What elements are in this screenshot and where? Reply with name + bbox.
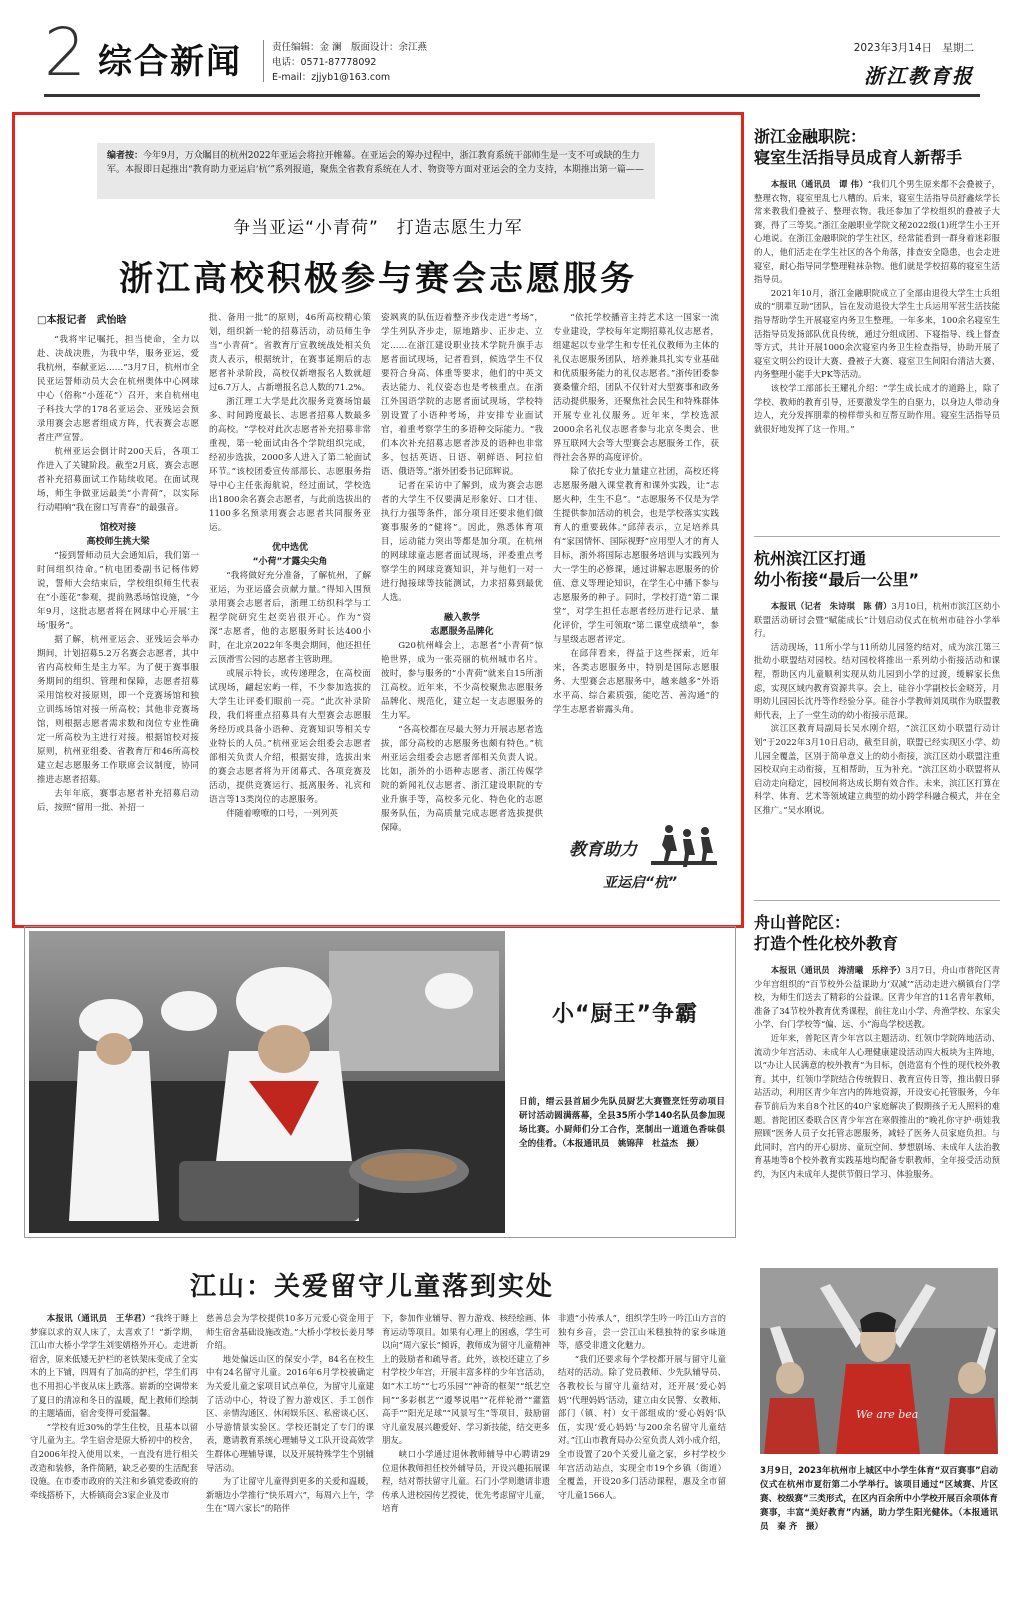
paragraph: 批、备用一批”的原则，46所高校精心策划，组织新一轮的招募活动，动员师生争当“小青荷”。省教育厅宣教统战处相关负责人表示，根据统计，在赛事延期后的志愿者补录阶段，高校仅新增报名人数就超过6.7万人，占新增报名总人数的71.2%。 — [209, 313, 371, 393]
feature-byline: □本报记者 武怡晗 — [37, 315, 127, 326]
paragraph: “我们几个男生原来都不会叠被子，整理衣物，寝室里乱七八糟的。后来，寝室生活指导员舒鑫炫学长常来教我们叠被子、整理衣物。我还参加了学校组织的叠被子大赛，得了三等奖。”浙江金融职业学院文秘2022级(1)班学生小王开心地说。在浙江金融职院的学生社区，经常能看到一群身着迷彩服的人，他们活走在学生社区的各个角落，排查安全隐患，也会走进寝室，耐心指导同学整理鞋袜杂物。他们就是学校招募的寝室生活指导员。 — [754, 179, 1001, 285]
feature-article — [12, 112, 744, 928]
sidebar-1-body — [754, 178, 1000, 436]
logo-text-2: 亚运启“杭” — [603, 875, 678, 891]
feature-column-4 — [553, 311, 719, 793]
sidebar-divider — [754, 536, 1000, 537]
paragraph: “依托学校播音主持艺术这一国家一流专业建设，学校每年定期招募礼仪志愿者，组建起以专业学生和专任礼仪教师为主体的礼仪志愿服务团队，培养兼具扎实专业基础和优质服务能力的礼仪志愿者。”浙传团委参赛桑懂介绍，团队不仅针对大型赛事和政务活动提供服务，还聚焦社会民生和特殊群体开展专业礼仪服务。近年来，学校选派2000余名礼仪志愿者参与北京冬奥会、世界互联网大会等大型赛会志愿服务工作，获得社会各界的高度评价。 — [553, 313, 719, 463]
cooking-photo — [29, 931, 505, 1233]
banner-text: We are bea — [856, 1408, 919, 1421]
editor-note-text: 今年9月，万众瞩目的杭州2022年亚运会将拉开帷幕。在亚运会的筹办过程中，浙江教育系统干部师生是一支不可或缺的生力军。本报即日起推出“教育助力亚运启‘杭’”系列报道，聚焦全省教育系统在人才、物资等方面对亚运会的全力支持，本期推出第一篇—— — [107, 151, 644, 175]
feature-column-2 — [209, 311, 371, 917]
paragraph: 下，参加作业辅导、智力游戏、核经绘画、体育运动等项目。如果有心理上的困惑，学生可以向“周六家长”倾诉，教师成为留守儿童精神上的鼓励者和疏导者。此外，该校还建立了乡村学校少年宫，开展丰富多样的少年宫活动，如“木工坊”“七巧乐园”“神奇的框架”“纸艺空间”“多彩棋艺”“遵琴说唱”“花样轮滑”“灌篮高手”“阳光足球”“风景写生”等项目，鼓励留守儿童发展兴趣爱好、学习新技能，结交更多朋友。 — [382, 1313, 550, 1446]
paragraph: 慈善总会为学校提供10多万元爱心资金用于师生宿舍基础设施改造。”大桥小学校长姜月琴介绍。 — [206, 1313, 374, 1351]
header-credits — [272, 40, 427, 85]
subheading: 馆校对接 高校师生挑大梁 — [86, 523, 150, 547]
subheading: 融入教学 志愿服务品牌化 — [430, 613, 494, 637]
designer-credit: 版面设计：余江燕 — [351, 42, 428, 53]
paragraph: “接到誓师动员大会通知后，我们第一时间组织待命。”杭电团委副书记杨伟婷说，誓师大会结束后，学校组织师生代表在“小莲花”参观，提前熟悉场馆设施，“今年9月，这批志愿者将在网球中心开展‘主场’服务”。 — [37, 551, 199, 631]
subheading: 优中选优 “小荷”才露尖尖角 — [252, 543, 328, 567]
page-number: 2 — [44, 14, 86, 91]
photo-story-caption: 日前，缙云县首届少先队员厨艺大赛暨烹饪劳动项目研讨活动圆满落幕，全县35所小学140名队员参加现场比赛。小厨师们分工合作，烹制出一道道色香味俱全的佳肴。（本报通讯员 姚锦萍 杜益杰 摄） — [519, 1097, 725, 1149]
sidebar-2-title: 杭州滨江区打通 幼小衔接“最后一公里” — [754, 549, 920, 589]
paragraph: G20杭州峰会上，志愿者“小青荷”惊艳世界，成为一张亮丽的杭州城市名片。彼时，参与服务的“小青荷”就来自15所浙江高校。近年来，不少高校聚焦志愿服务品牌化、规范化，建立起一支志愿服务的生力军。 — [381, 641, 543, 721]
sidebar-article-1 — [754, 126, 1000, 436]
paragraph: 2021年10月，浙江金融职院成立了全部由退役大学生士兵组成的“朋辈互助”团队，旨在发动退役大学生士兵运用军营生活技能指导帮助学生开展寝室内务卫生整理。一年多来，100余名寝室生活指导员发扬部队优良传统，通过分组成团、下寝指导、线上督查等方式，共计开展1000余次寝室内务卫生检查指导，协助开展了寝室文明公约设计大赛、叠被子大赛、寝室卫生间阳台清洁大赛、内务整理小能手大PK等活动。 — [754, 287, 1000, 380]
paragraph: 滨江区教育局副局长吴水刚介绍，“滨江区幼小联盟行动计划”于2022年3月10日启动，截至目前，联盟已经实现区小学、幼儿园全覆盖，区別于简单意义上的幼小衔接，滨江区幼小联盟注重园校双向主动衔接，互相帮助，互为补充。“滨江区幼小联盟将从启动走向稳定，园校间将达成长期有效合作。未来，滨江区打算在科学、体育、艺术等领域建立典型的幼小跨学科融合模式，并在全区推广。”吴水刚说。 — [754, 723, 1000, 815]
bottom-column-1 — [30, 1312, 198, 1602]
bottom-lead: 本报讯（通讯员 王华君） — [46, 1313, 151, 1323]
logo-text-1: 教育助力 — [569, 840, 637, 860]
paragraph: 据了解，杭州亚运会、亚残运会举办期间，计划招募5.2万名赛会志愿者，其中省内高校师生是主力军。为了便于赛事服务期间的组织、管理和保障，志愿者招募采用馆校对接原则，即一个竞赛场馆和独立训练场馆对接一所高校；其他非竞赛场馆，则根据志愿者需求数和岗位专业性确定一所高校为主进行对接。根据馆校对接原则，杭州亚组委、省教育厅和46所高校建立起志愿服务工作联席会议制度，协同推进志愿者招募。 — [37, 635, 199, 785]
paragraph: 浙江理工大学是此次服务竞赛场馆最多、时间跨度最长、志愿者招募人数最多的高校。“学校对此次志愿者补充招募非常重视，第一轮面试由各个学院组织完成，经初步选拔，2000多人进入了第二轮面试环节。”该校团委宣传部部长、志愿服务指导中心主任张海航说，经过面试，学校选出1800余名赛会志愿者，与此前选拔出的1100多名预录用赛会志愿者共同服务亚运。 — [209, 397, 371, 533]
paragraph: 姿飒爽的队伍迈着整齐步伐走进“考场”，学生列队齐步走，原地踏步、正步走、立定……在浙江建设职业技术学院升旗手志愿者面试现场，记者看到，候选学生不仅要符合身高、体重等要求，他们的中英文表达能力、礼仪姿态也是考核重点。在浙江外国语学院的志愿者面试现场，学校特别设置了小语种考场，并安排专业面试官，着重考察学生的多语种交际能力。“我们本次补充招募志愿者涉及的语种也非常多，包括英语、日语、朝鲜语、阿拉伯语、俄语等。”浙外团委书记邱辉说。 — [381, 313, 543, 477]
editor-note-label: 编者按： — [107, 151, 144, 161]
bottom-article-title: 江山：关爱留守儿童落到实处 — [189, 1272, 554, 1302]
paragraph: 去年年底，赛事志愿者补充招募启动后，按照“留用一批、补招一 — [37, 789, 199, 813]
paragraph: “学校有近30%的学生住校，且基本以留守儿童为主。学生宿舍是原大桥初中的校舍，自2006年投入使用以来，一直没有进行相关改造和装修，条件简陋，缺乏必要的生活配套设施。在市委市政府的关注和乡镇党委政府的牵线搭桥下，大桥镇商会3家企业及市 — [30, 1421, 198, 1500]
bottom-column-3 — [382, 1312, 550, 1602]
sidebar-1-lead: 本报讯（通讯员 谭 伟） — [770, 179, 868, 189]
header-rule — [44, 94, 980, 97]
sidebar-article-3 — [754, 912, 1000, 1182]
sidebar-3-body — [754, 964, 1000, 1182]
paragraph: “我终于睡上梦寐以求的双人床了，太喜欢了！”新学期，江山市大桥小学学生刘雯婧格外开心。走进新宿舍，原来低矮无护栏的老铁架床变成了全实木的上下铺，四周有了加高的护栏，学生们再也不用担心半夜从床上跌落。崭新的空调带来了夏日的清凉和冬日的温暖，配上教师们绘制的主题墙面，宿舍变得可爱温馨。 — [30, 1313, 198, 1419]
paragraph: 杭州亚运会倒计时200天后，各项工作进入了关键阶段。截至2月底，赛会志愿者补充招募面试工作陆续收尾。在面试现场，师生争做亚运最美“小青荷”，以实际行动唱响“我在窗口写青春”的最强音。 — [37, 447, 199, 513]
editor-credit: 责任编辑：金 澜 — [272, 42, 342, 53]
paragraph: 或展示特长，或传递理念，在高校面试现场，翩起宏屿一样，不少参加选拔的大学生让评委们眼前一亮。“此次补录阶段，我们将重点招募具有大型赛会志愿服务经历或具备小语种、竞赛知识等相关专业特长的人员。”杭州亚运会组委会志愿者部相关负责人介绍，根据安排，选拔出来的赛会志愿者将为开闭幕式、各项竞赛及活动，提供竞赛运行、抵离服务、礼宾和语言等13类岗位的志愿服务。 — [209, 669, 371, 805]
paragraph: 除了依托专业力量建立社团，高校还将志愿服务融入课堂教育和课外实践，让“志愿火种，生生不息”。“志愿服务不仅是为学生提供参加活动的机会，也是学校落实实践育人的重要载体。”邱萍表示，立足培养具有“家国情怀、国际视野”应用型人才的育人目标，浙外将国际志愿服务培训与实践列为大一学生的必修课，通过讲解志愿服务的价值、意义等理论知识，在学生心中播下参与志愿服务的种子。同时，学校打造“第二课堂”，对学生担任志愿者经历进行记录、量化评价，学生可领取“第二课堂成绩单”，参与星级志愿者评定。 — [553, 467, 719, 645]
paragraph: 为了让留守儿童得到更多的关爱和温暖，新塘边小学推行“快乐周六”，每周六上午，学生在“周六家长”的陪伴 — [206, 1476, 374, 1514]
header-phone: 电话：0571-87778092 — [272, 57, 377, 68]
paragraph: 记者在采访中了解到，成为赛会志愿者的大学生不仅要满足形象好、口才佳、执行力强等条件，部分项目还要求他们做赛事服务的“健将”。因此，熟悉体育项目，运动能力突出等都是加分项。在杭州的网球球童志愿者面试现场，评委重点考察学生的网球竞赛知识，并与他们一对一进行抛接球等技能测试，力求招募到最优人选。 — [381, 481, 543, 603]
paragraph: “我们还要求每个学校都开展与留守儿童结对的活动。除了党员教师、少先队辅导员、各教校长与留守儿童结对，还开展‘爱心妈妈’‘代理妈妈’活动，建立由女民警、女教师、部门（镇、村）女干部组成的‘爱心妈妈’队伍，实现‘爱心妈妈’与200余名留守儿童结对。”江山市教育局办公室负责人刘小成介绍，全市设置了20个关爱儿童之家，乡村学校少年宫活动站点，实现全市19个乡镇（街道）全覆盖，开设20多门活动课程，惠及全市留守儿童1566人。 — [558, 1353, 726, 1500]
sidebar-3-title: 舟山普陀区： 打造个性化校外教育 — [754, 913, 899, 953]
bottom-column-4 — [558, 1312, 726, 1602]
paragraph: 地处偏远山区的保安小学，84名在校生中有24名留守儿童。2016年6月学校被确定为关爱儿童之家项目试点单位，为留守儿童建了活动中心，特设了智力游戏区、手工创作区、亲情沟通区、休闲娱乐区、私密谈心区、小导游情景实验区。学校还制定了专门的课表，邀请教育系统心理辅导义工队开设高效学生群体心理辅导课，以及开展特殊学生个别辅导活动。 — [206, 1353, 374, 1473]
feature-column-1 — [37, 333, 199, 917]
sidebar-3-lead: 本报讯（通讯员 涛清曦 乐梓予） — [770, 965, 906, 975]
feature-column-3 — [381, 311, 543, 917]
paragraph: 峡口小学通过退休教师辅导中心聘请29位退休教师担任校外辅导员，开设兴趣拓展课程，结对帮扶留守儿童。石门小学则邀请非遗传承人进校园传艺授徒，优先考虑留守儿童，培育 — [382, 1448, 550, 1514]
sidebar-2-body — [754, 600, 1000, 818]
paragraph: 活动现场，11所小学与11所幼儿园签约结对，成为滨江第三批幼小联盟结对园校。结对园校将推出一系列幼小衔接活动和课程，帮助区内儿童顺利实现从幼儿园到小学的过渡，缓解家长焦虑，实现区域内教育资源共享。会上，硅谷小学副校长金晓芳，月明幼儿园园长沈丹等作经验分享。硅谷小学教师刘凤琪作为联盟教师代表，上了一堂生动的幼小衔接示范课。 — [754, 641, 1000, 720]
paragraph: 3月10日，杭州市滨江区幼小联盟活动研讨会暨“赋能成长”计划启动仪式在杭州市硅谷小学举行。 — [754, 601, 1000, 639]
paragraph: 近年来，普陀区青少年宫以主题活动、红领巾学院阵地活动、流动少年宫活动、未成年人心理健康建设活动四大板块为主阵地，以“办让人民满意的校外教育”为目标，创造富有个性的现代校外教育。其中，红领巾学院结合传统假日、教育宣传日等，推出假日驿站活动，利用区青少年宫内的阵地资源，开设安心托管服务，今年春节前后为来自8个社区的40户家庭解决了假期孩子无人照料的难题。普陀团区委联合区青少年宫在寒假推出的“晚礼你守护·萌娃我照顾”医务人员子女托管志愿服务，减轻了医务人员家庭负担。与此同时，宫内的开心厨房、童玩空间、梦想剧场、未成年人法治教育基地等8个校外教育实践基地均配备专职教师，全年接受活动预约，为区内未成年人提供节假日学习、体验服务。 — [754, 1032, 1000, 1179]
photo-story-title: 小“厨王”争霸 — [552, 1002, 698, 1027]
masthead-logo: 浙江教育报 — [864, 64, 974, 88]
feature-subtitle: 争当亚运“小青荷” 打造志愿生力军 — [233, 218, 523, 238]
page-header — [0, 0, 1024, 100]
series-logo — [567, 821, 717, 901]
paragraph: 伴随着嘹嘹的口号，一列列英 — [226, 809, 338, 819]
sidebar-1-title: 浙江金融职院： 寝室生活指导员成育人新帮手 — [754, 127, 963, 167]
editor-note — [97, 143, 655, 199]
section-title: 综合新闻 — [98, 42, 242, 82]
paragraph: “我将牢记嘱托，担当使命，全力以赴、决战决胜，为我中华，服务亚运，爱我杭州，奉献亚运……”3月7日，杭州市全民亚运誓师动员大会在杭州奥体中心网球中心（俗称“小莲花”）召开，来自杭州电子科技大学的178名亚运会、亚残运会预录用赛会志愿者组成方阵，代表赛会志愿者庄严宣誓。 — [37, 335, 199, 443]
sidebar-divider — [754, 900, 1000, 901]
feature-title: 浙江高校积极参与赛会志愿服务 — [119, 259, 637, 299]
sports-photo-caption: 3月9日，2023年杭州市上城区中小学生体育“双百赛事”启动仪式在杭州市夏衍第二小学举行。该项目通过“区域赛、片区赛、校级赛”三类形式，在区内百余所中小学校开展百余项体育赛事，丰富“美好教育”内涵，助力学生阳光健体。（本报通讯员 秦 齐 摄） — [760, 1466, 998, 1532]
paragraph: “各高校都在尽最大努力开展志愿者选拔，部分高校的志愿服务也颇有特色。”杭州亚运会组委会志愿者部相关负责人说。比如，浙外的小语种志愿者、浙江传媒学院的新闻礼仪志愿者、浙江建设职院的专业升旗手等，高校多元化、特色化的志愿服务队伍，为高质量完成志愿者选拔提供保障。 — [381, 725, 543, 833]
paragraph: 非遗“小传承人”，组织学生吟一吟江山方言的独有乡音，尝一尝江山米糕独特的家乡味道等，感受非遗文化魅力。 — [558, 1313, 726, 1351]
sidebar-2-lead: 本报讯（记者 朱诗琪 陈 倩） — [770, 601, 892, 611]
paragraph: “我将做好充分准备，了解杭州，了解亚运，为亚运盛会贡献力量。”得知入围预录用赛会志愿者后，浙理工纺织科学与工程学院研究生赵奕岩很开心。作为“资深”志愿者，他的志愿服务时长达400小时，在北京2022年冬奥会期间，他还担任云顶滑雪公园的志愿者主管助理。 — [209, 571, 371, 665]
paragraph: 3月7日，舟山市普陀区青少年宫组织的“百节校外公益课助力‘双减’”活动走进六横镇台门学校，为师生们送去了精彩的公益课。区青少年宫的11名青年教师，准备了34节校外教育优秀课程，前往龙山小学、舟渔学校、东家尖小学、台门学校等“偏、远、小”海岛学校送教。 — [754, 965, 1001, 1030]
paragraph: 该校学工部部长王耀礼介绍：“学生成长成才的道路上，除了学校、教师的教育引导，还要激发学生的自驱力，以身边人带动身边人，充分发挥朋辈的榜样带头和互帮互助作用。寝室生活指导员就很好地发挥了这一作用。” — [754, 382, 1000, 434]
photo-story — [24, 926, 736, 1238]
sidebar-article-2 — [754, 548, 1000, 818]
bottom-column-2 — [206, 1312, 374, 1602]
issue-date: 2023年3月14日 星期二 — [853, 42, 974, 54]
sports-photo — [760, 1268, 998, 1454]
paragraph: 在邱萍看来，得益于这些探索，近年来，各类志愿服务中，特别是国际志愿服务、大型赛会志愿服务中，越来越多“外语水平高、综合素质强，能吃苦、善沟通”的学生志愿者崭露头角。 — [553, 649, 719, 715]
header-email: E-mail：zjjyb1@163.com — [272, 72, 391, 83]
header-divider — [263, 40, 264, 82]
